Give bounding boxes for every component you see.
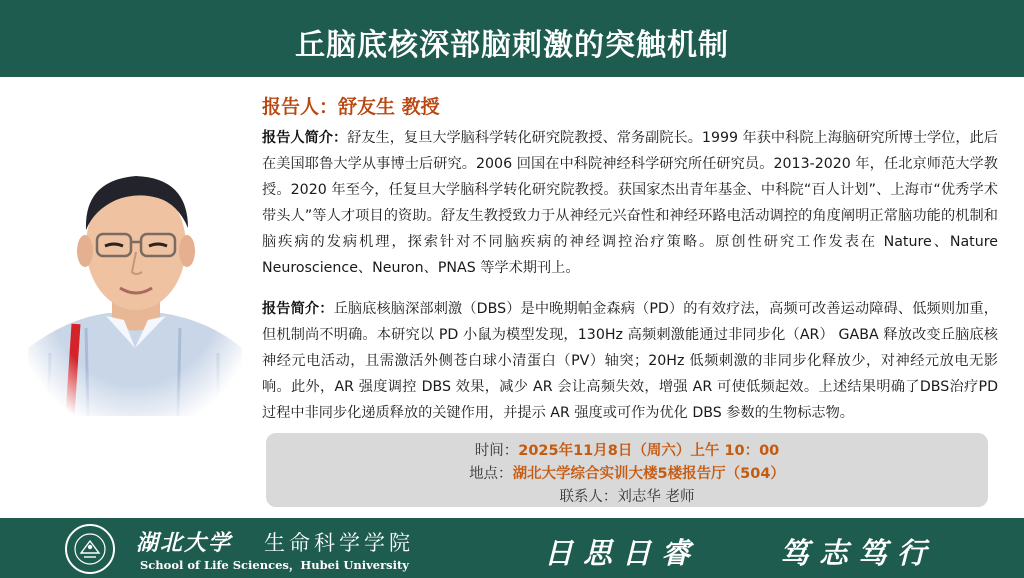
event-time-value: 2025年11月8日（周六）上午 10：00 (518, 443, 780, 459)
abstract-lead: 报告简介： (262, 301, 334, 317)
college-name: 生命科学学院 (264, 531, 414, 555)
college-name-english: School of Life Sciences，Hubei University (140, 558, 409, 572)
header-band (0, 0, 1024, 80)
event-contact: 联系人：刘志华 老师 (559, 489, 695, 505)
speaker-portrait (28, 148, 242, 416)
footer-band (0, 515, 1024, 578)
university-calligraphy: 湖北大学 (136, 530, 233, 556)
motto-left: 日思日睿 (544, 536, 701, 570)
event-place-value: 湖北大学综合实训大楼5楼报告厅（504） (512, 466, 785, 482)
abstract-text: 丘脑底核脑深部刺激（DBS）是中晚期帕金森病（PD）的有效疗法，高频可改善运动障碍、低频则加重，但机制尚不明确。本研究以 PD 小鼠为模型发现，130Hz 高频刺激能通过非同步化（AR） GABA 释放改变丘脑底核神经元电活动，且需激活外侧苍白球小清蛋白（PV）轴突；20Hz 低频刺激的非同步化释放少，对神经元放电无影响。此外，AR 强度调控 DBS 效果，减少 AR 会让高频失效，增强 AR 可使低频起效。上述结果明确了DBS治疗PD过程中非同步化递质释放的关键作用，并提示 AR 强度或可作为优化 DBS 参数的生物标志物。 (262, 301, 998, 421)
portrait-illustration (28, 148, 242, 416)
speaker-bio (262, 125, 998, 281)
event-time-row (266, 439, 988, 460)
bio-lead: 报告人简介： (262, 130, 348, 146)
event-place-row (266, 462, 988, 483)
event-info-box (266, 433, 988, 507)
university-seal-icon (64, 523, 116, 575)
event-place-label: 地点： (469, 466, 513, 482)
motto-right: 笃志笃行 (780, 536, 937, 570)
event-time-label: 时间： (474, 443, 519, 459)
talk-abstract (262, 296, 998, 426)
event-contact-row (266, 485, 988, 506)
bio-text: 舒友生，复旦大学脑科学转化研究院教授、常务副院长。1999 年获中科院上海脑研究所博士学位，此后在美国耶鲁大学从事博士后研究。2006 回国在中科院神经科学研究所任研究员。2013-2020 年，任北京师范大学教授。2020 年至今，任复旦大学脑科学转化研究院教授。获国家杰出青年基金、中科院“百人计划”、上海市“优秀学术带头人”等人才项目的资助。舒友生教授致力于从神经元兴奋性和神经环路电活动调控的角度阐明正常脑功能的机制和脑疾病的发病机理，探索针对不同脑疾病的神经调控治疗策略。原创性研究工作发表在 Nature、Nature Neuroscience、Neuron、PNAS 等学术期刊上。 (262, 130, 998, 276)
speaker-name: 报告人：舒友生 教授 (262, 96, 440, 118)
page-title: 丘脑底核深部脑刺激的突触机制 (295, 28, 729, 63)
